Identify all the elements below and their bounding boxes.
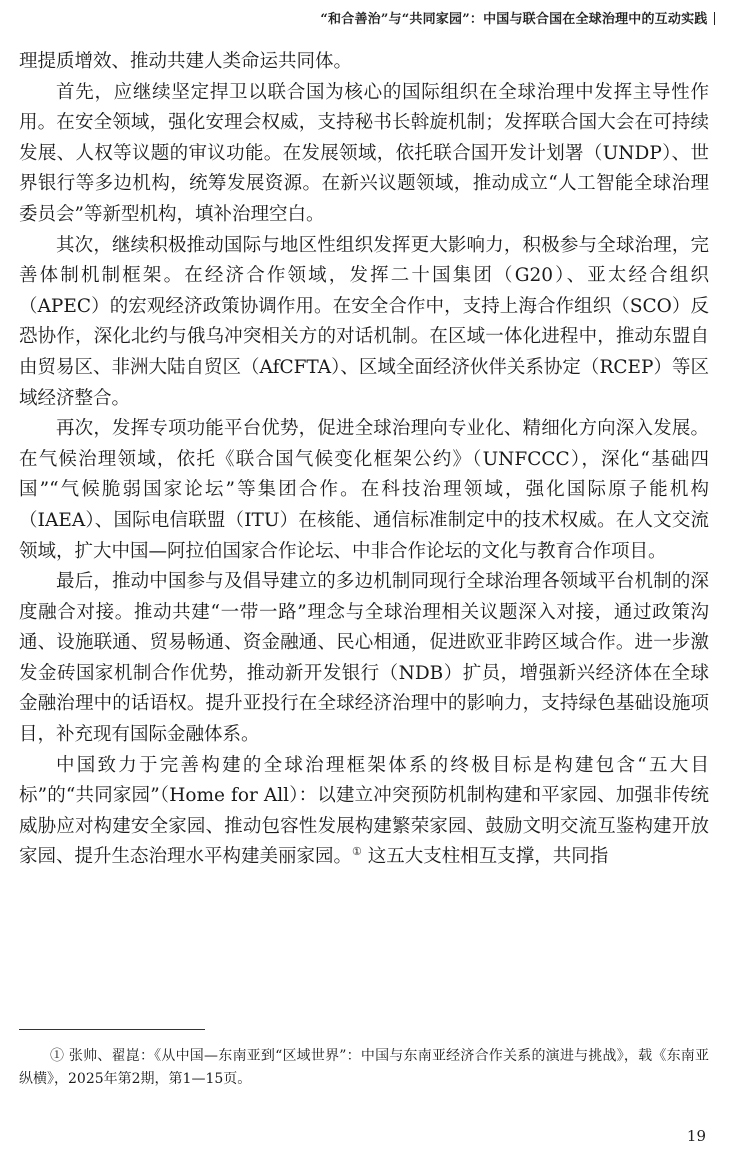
paragraph-finally: 最后，推动中国参与及倡导建立的多边机制同现行全球治理各领域平台机制的深度融合对接。推动共建“一带一路”理念与全球治理相关议题深入对接，通过政策沟通、设施联通、贸易畅通、资金融通、民心相通，促进欧亚非跨区域合作。进一步激发金砖国家机制合作优势，推动新开发银行（NDB）扩员，增强新兴经济体在全球金融治理中的话语权。提升亚投行在全球经济治理中的影响力，支持绿色基础设施项目，补充现有国际金融体系。 <box>19 571 709 746</box>
footnote-mark: ① <box>50 1048 65 1064</box>
footnote-divider <box>19 1029 205 1030</box>
running-header <box>320 8 715 27</box>
footnote-text: 张帅、翟崑：《从中国—东南亚到“区域世界”：中国与东南亚经济合作关系的演进与挑战》，载《东南亚纵横》，2025年第2期，第1—15页。 <box>19 1048 710 1087</box>
page-number: 19 <box>686 1127 706 1145</box>
header-separator-bar <box>714 12 716 25</box>
paragraph-first: 首先，应继续坚定捍卫以联合国为核心的国际组织在全球治理中发挥主导性作用。在安全领域，强化安理会权威，支持秘书长斡旋机制；发挥联合国大会在可持续发展、人权等议题的审议功能。在发展领域，依托联合国开发计划署（UNDP）、世界银行等多边机构，统筹发展资源。在新兴议题领域，推动成立“人工智能全球治理委员会”等新型机构，填补治理空白。 <box>19 81 709 225</box>
paragraph-second: 其次，继续积极推动国际与地区性组织发挥更大影响力，积极参与全球治理，完善体制机制框架。在经济合作领域，发挥二十国集团（G20）、亚太经合组织（APEC）的宏观经济政策协调作用。在安全合作中，支持上海合作组织（SCO）反恐协作，深化北约与俄乌冲突相关方的对话机制。在区域一体化进程中，推动东盟自由贸易区、非洲大陆自贸区（AfCFTA）、区域全面经济伙伴关系协定（RCEP）等区域经济整合。 <box>19 234 709 409</box>
paragraph-continuation: 理提质增效、推动共建人类命运共同体。 <box>19 51 353 72</box>
paragraph-third: 再次，发挥专项功能平台优势，促进全球治理向专业化、精细化方向深入发展。在气候治理领域，依托《联合国气候变化框架公约》（UNFCCC），深化“基础四国”“气候脆弱国家论坛”等集团合作。在科技治理领域，强化国际原子能机构（IAEA）、国际电信联盟（ITU）在核能、通信标准制定中的技术权威。在人文交流领域，扩大中国—阿拉伯国家合作论坛、中非合作论坛的文化与教育合作项目。 <box>19 418 709 562</box>
paragraph-home-for-all-tail: 这五大支柱相互支撑，共同指 <box>361 846 609 868</box>
running-title: “和合善治”与“共同家园”：中国与联合国在全球治理中的互动实践 <box>320 12 708 27</box>
footnote <box>19 1045 709 1091</box>
footnote-reference-mark[interactable]: ① <box>352 845 362 859</box>
paragraph-home-for-all-text: 中国致力于完善构建的全球治理框架体系的终极目标是构建包含“五大目标”的“共同家园”（Home for All）：以建立冲突预防机制构建和平家园、加强非传统威胁应对构建安全家园、推动包容性发展构建繁荣家园、鼓励文明交流互鉴构建开放家园、提升生态治理水平构建美丽家园。 <box>19 754 709 868</box>
body-text <box>19 47 709 873</box>
paragraph-home-for-all <box>19 751 709 873</box>
